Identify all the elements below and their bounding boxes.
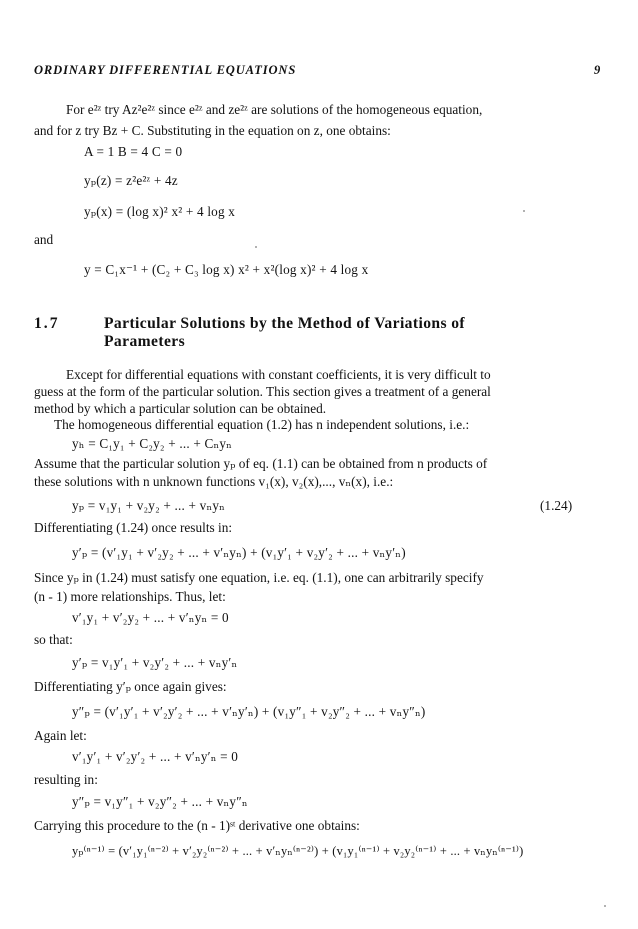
- page-number: 9: [594, 63, 602, 77]
- equation-first-derivative-simplified: y′ₚ = v₁y′₁ + v₂y′₂ + ... + vₙy′ₙ: [72, 655, 238, 670]
- equation-coefficients: A = 1 B = 4 C = 0: [84, 144, 183, 159]
- equation-number: (1.24): [540, 498, 573, 513]
- scan-speck: [255, 246, 257, 248]
- paragraph-line: Differentiating y′ₚ once again gives:: [34, 679, 227, 694]
- running-header-title: ORDINARY DIFFERENTIAL EQUATIONS: [34, 63, 297, 77]
- equation-second-derivative: y″ₚ = (v′₁y′₁ + v′₂y′₂ + ... + v′ₙy′ₙ) + (v₁y″₁ + v₂y″₂ + ... + vₙy″ₙ): [72, 704, 426, 719]
- paragraph-line: (n - 1) more relationships. Thus, let:: [34, 589, 226, 604]
- paragraph-line: Since yₚ in (1.24) must satisfy one equation, i.e. eq. (1.1), one can arbitrarily specify: [34, 570, 484, 585]
- section-title-continued: Parameters: [104, 333, 186, 350]
- paragraph-line: method by which a particular solution can be obtained.: [34, 401, 327, 416]
- paragraph-line: Assume that the particular solution yₚ of eq. (1.1) can be obtained from n products of: [34, 456, 488, 471]
- equation-second-derivative-simplified: y″ₚ = v₁y″₁ + v₂y″₂ + ... + vₙy″ₙ: [72, 794, 248, 809]
- paragraph-line: Differentiating (1.24) once results in:: [34, 520, 233, 535]
- paragraph-line: Except for differential equations with constant coefficients, it is very difficult to: [66, 367, 491, 382]
- equation-yp-z: yₚ(z) = z²e²ᶻ + 4z: [84, 173, 178, 188]
- equation-condition-1: v′₁y₁ + v′₂y₂ + ... + v′ₙyₙ = 0: [72, 610, 229, 625]
- equation-homogeneous-solution: yₕ = C₁y₁ + C₂y₂ + ... + Cₙyₙ: [72, 436, 233, 451]
- paragraph-line: For e²ᶻ try Az²e²ᶻ since e²ᶻ and ze²ᶻ are solutions of the homogeneous equation,: [66, 102, 483, 117]
- paragraph-line: so that:: [34, 632, 73, 647]
- paragraph-line: The homogeneous differential equation (1.2) has n independent solutions, i.e.:: [54, 417, 470, 432]
- equation-particular-solution: yₚ = v₁y₁ + v₂y₂ + ... + vₙyₙ: [72, 498, 226, 513]
- equation-first-derivative: y′ₚ = (v′₁y₁ + v′₂y₂ + ... + v′ₙyₙ) + (v₁y′₁ + v₂y′₂ + ... + vₙy′ₙ): [72, 545, 406, 560]
- equation-general-solution: y = C₁x⁻¹ + (C₂ + C₃ log x) x² + x²(log x)² + 4 log x: [84, 262, 369, 277]
- equation-yp-x: yₚ(x) = (log x)² x² + 4 log x: [84, 204, 236, 219]
- scan-speck: [604, 905, 606, 907]
- paragraph-line: Carrying this procedure to the (n - 1)ˢᵗ derivative one obtains:: [34, 818, 360, 833]
- scan-speck: [523, 210, 525, 212]
- paragraph-line: Again let:: [34, 728, 87, 743]
- paragraph-line: and for z try Bz + C. Substituting in the equation on z, one obtains:: [34, 123, 391, 138]
- paragraph-line: resulting in:: [34, 772, 98, 787]
- paragraph-line: these solutions with n unknown functions v₁(x), v₂(x),..., vₙ(x), i.e.:: [34, 474, 394, 489]
- section-number: 1.7: [34, 315, 60, 332]
- equation-nth-derivative: yₚ⁽ⁿ⁻¹⁾ = (v′₁y₁⁽ⁿ⁻²⁾ + v′₂y₂⁽ⁿ⁻²⁾ + ... + v′ₙyₙ⁽ⁿ⁻²⁾) + (v₁y₁⁽ⁿ⁻¹⁾ + v₂y₂⁽ⁿ⁻¹⁾ + ... + vₙyₙ⁽ⁿ⁻¹⁾): [72, 844, 524, 858]
- section-title: Particular Solutions by the Method of Variations of: [104, 315, 466, 332]
- paragraph-line: guess at the form of the particular solution. This section gives a treatment of a general: [34, 384, 491, 399]
- equation-condition-2: v′₁y′₁ + v′₂y′₂ + ... + v′ₙy′ₙ = 0: [72, 749, 239, 764]
- connector-and: and: [34, 232, 54, 247]
